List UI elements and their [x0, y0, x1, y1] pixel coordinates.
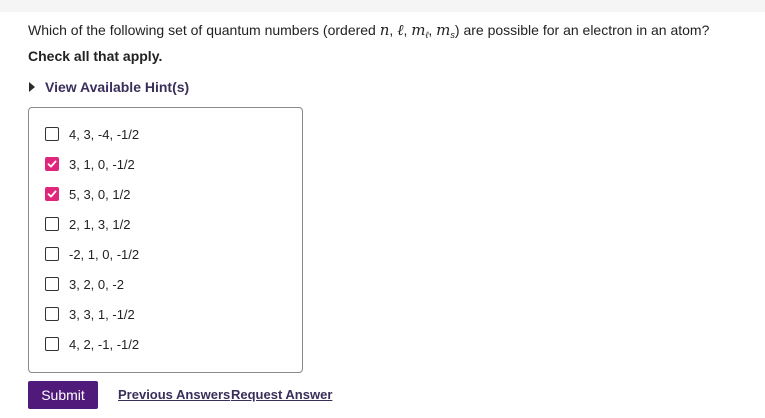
answer-option-label: 3, 3, 1, -1/2 — [69, 306, 135, 322]
view-hints-toggle[interactable] — [28, 78, 189, 96]
checkbox-checked-icon[interactable] — [45, 157, 59, 171]
answer-options-box — [28, 107, 303, 373]
view-hints-label: View Available Hint(s) — [45, 79, 190, 95]
checkbox-unchecked-icon[interactable] — [45, 337, 59, 351]
symbol-ms-subscript: s — [450, 30, 455, 40]
answer-option[interactable] — [45, 245, 139, 263]
symbol-ml-subscript: ℓ — [425, 30, 429, 40]
top-strip — [0, 0, 765, 12]
previous-answers-link[interactable]: Previous Answers — [118, 387, 231, 402]
question-separator: , — [389, 22, 398, 38]
answer-option[interactable] — [45, 335, 139, 353]
answer-option-label: 2, 1, 3, 1/2 — [69, 216, 131, 232]
answer-option-label: -2, 1, 0, -1/2 — [69, 246, 140, 262]
answer-option[interactable] — [45, 275, 124, 293]
checkbox-unchecked-icon[interactable] — [45, 247, 59, 261]
checkbox-checked-icon[interactable] — [45, 187, 59, 201]
answer-option-label: 3, 1, 0, -1/2 — [69, 156, 135, 172]
answer-option[interactable] — [45, 125, 139, 143]
checkbox-unchecked-icon[interactable] — [45, 217, 59, 231]
answer-option[interactable] — [45, 305, 135, 323]
answer-option[interactable] — [45, 155, 135, 173]
question-separator: , — [403, 22, 412, 38]
symbol-n: n — [379, 21, 390, 39]
question-separator: , — [428, 22, 437, 38]
symbol-ms: m — [436, 21, 451, 39]
caret-right-icon — [29, 82, 35, 92]
checkbox-unchecked-icon[interactable] — [45, 307, 59, 321]
question-suffix: ) are possible for an electron in an atom? — [454, 22, 710, 38]
request-answer-link[interactable]: Request Answer — [231, 387, 333, 402]
question-text — [28, 21, 709, 44]
instruction-text: Check all that apply. — [28, 48, 163, 64]
symbol-ml: m — [411, 21, 426, 39]
answer-option-label: 5, 3, 0, 1/2 — [69, 186, 131, 202]
submit-button[interactable]: Submit — [28, 381, 98, 409]
answer-option[interactable] — [45, 185, 130, 203]
checkbox-unchecked-icon[interactable] — [45, 127, 59, 141]
answer-option-label: 4, 3, -4, -1/2 — [69, 126, 140, 142]
answer-option-label: 3, 2, 0, -2 — [69, 276, 124, 292]
symbol-l: ℓ — [397, 21, 404, 39]
answer-option[interactable] — [45, 215, 130, 233]
answer-option-label: 4, 2, -1, -1/2 — [69, 336, 140, 352]
checkbox-unchecked-icon[interactable] — [45, 277, 59, 291]
question-prefix: Which of the following set of quantum numbers (ordered — [28, 22, 380, 38]
